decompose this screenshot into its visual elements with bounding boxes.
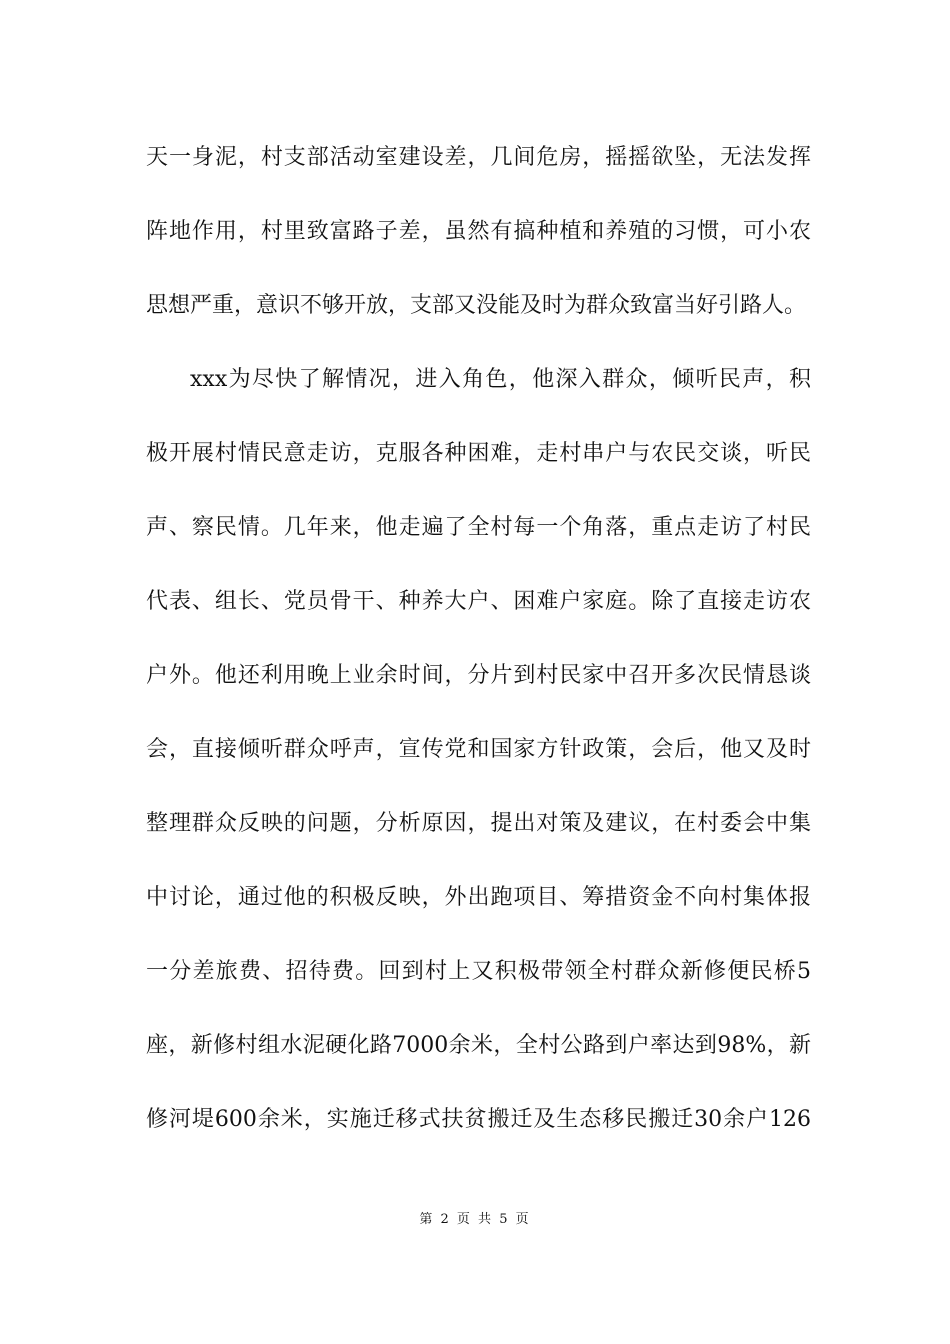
text-line-6: 声、察民情。几年来，他走遍了全村每一个角落，重点走访了村民 [146,515,811,540]
body-text [146,133,811,1169]
text-line-13: 座，新修村组水泥硬化路7000余米，全村公路到户率达到98%，新 [146,1033,811,1058]
page-number-footer: 第 2 页 共 5 页 [419,1212,531,1227]
text-line-1: 天一身泥，村支部活动室建设差，几间危房，摇摇欲坠，无法发挥 [146,145,811,170]
text-line-9: 会，直接倾听群众呼声，宣传党和国家方针政策，会后，他又及时 [146,737,811,762]
text-line-3: 思想严重，意识不够开放，支部又没能及时为群众致富当好引路人。 [146,293,807,318]
text-line-2: 阵地作用，村里致富路子差，虽然有搞种植和养殖的习惯，可小农 [146,219,811,244]
text-line-14: 修河堤600余米，实施迁移式扶贫搬迁及生态移民搬迁30余户126 [146,1107,811,1132]
text-line-7: 代表、组长、党员骨干、种养大户、困难户家庭。除了直接走访农 [146,589,811,614]
text-line-4: xxx为尽快了解情况，进入角色，他深入群众，倾听民声，积 [190,367,811,392]
text-line-8: 户外。他还利用晚上业余时间，分片到村民家中召开多次民情恳谈 [146,663,811,688]
text-line-11: 中讨论，通过他的积极反映，外出跑项目、筹措资金不向村集体报 [146,885,811,910]
text-line-5: 极开展村情民意走访，克服各种困难，走村串户与农民交谈，听民 [146,441,811,466]
text-line-10: 整理群众反映的问题，分析原因，提出对策及建议，在村委会中集 [146,811,811,836]
text-line-12: 一分差旅费、招待费。回到村上又积极带领全村群众新修便民桥5 [146,959,811,984]
